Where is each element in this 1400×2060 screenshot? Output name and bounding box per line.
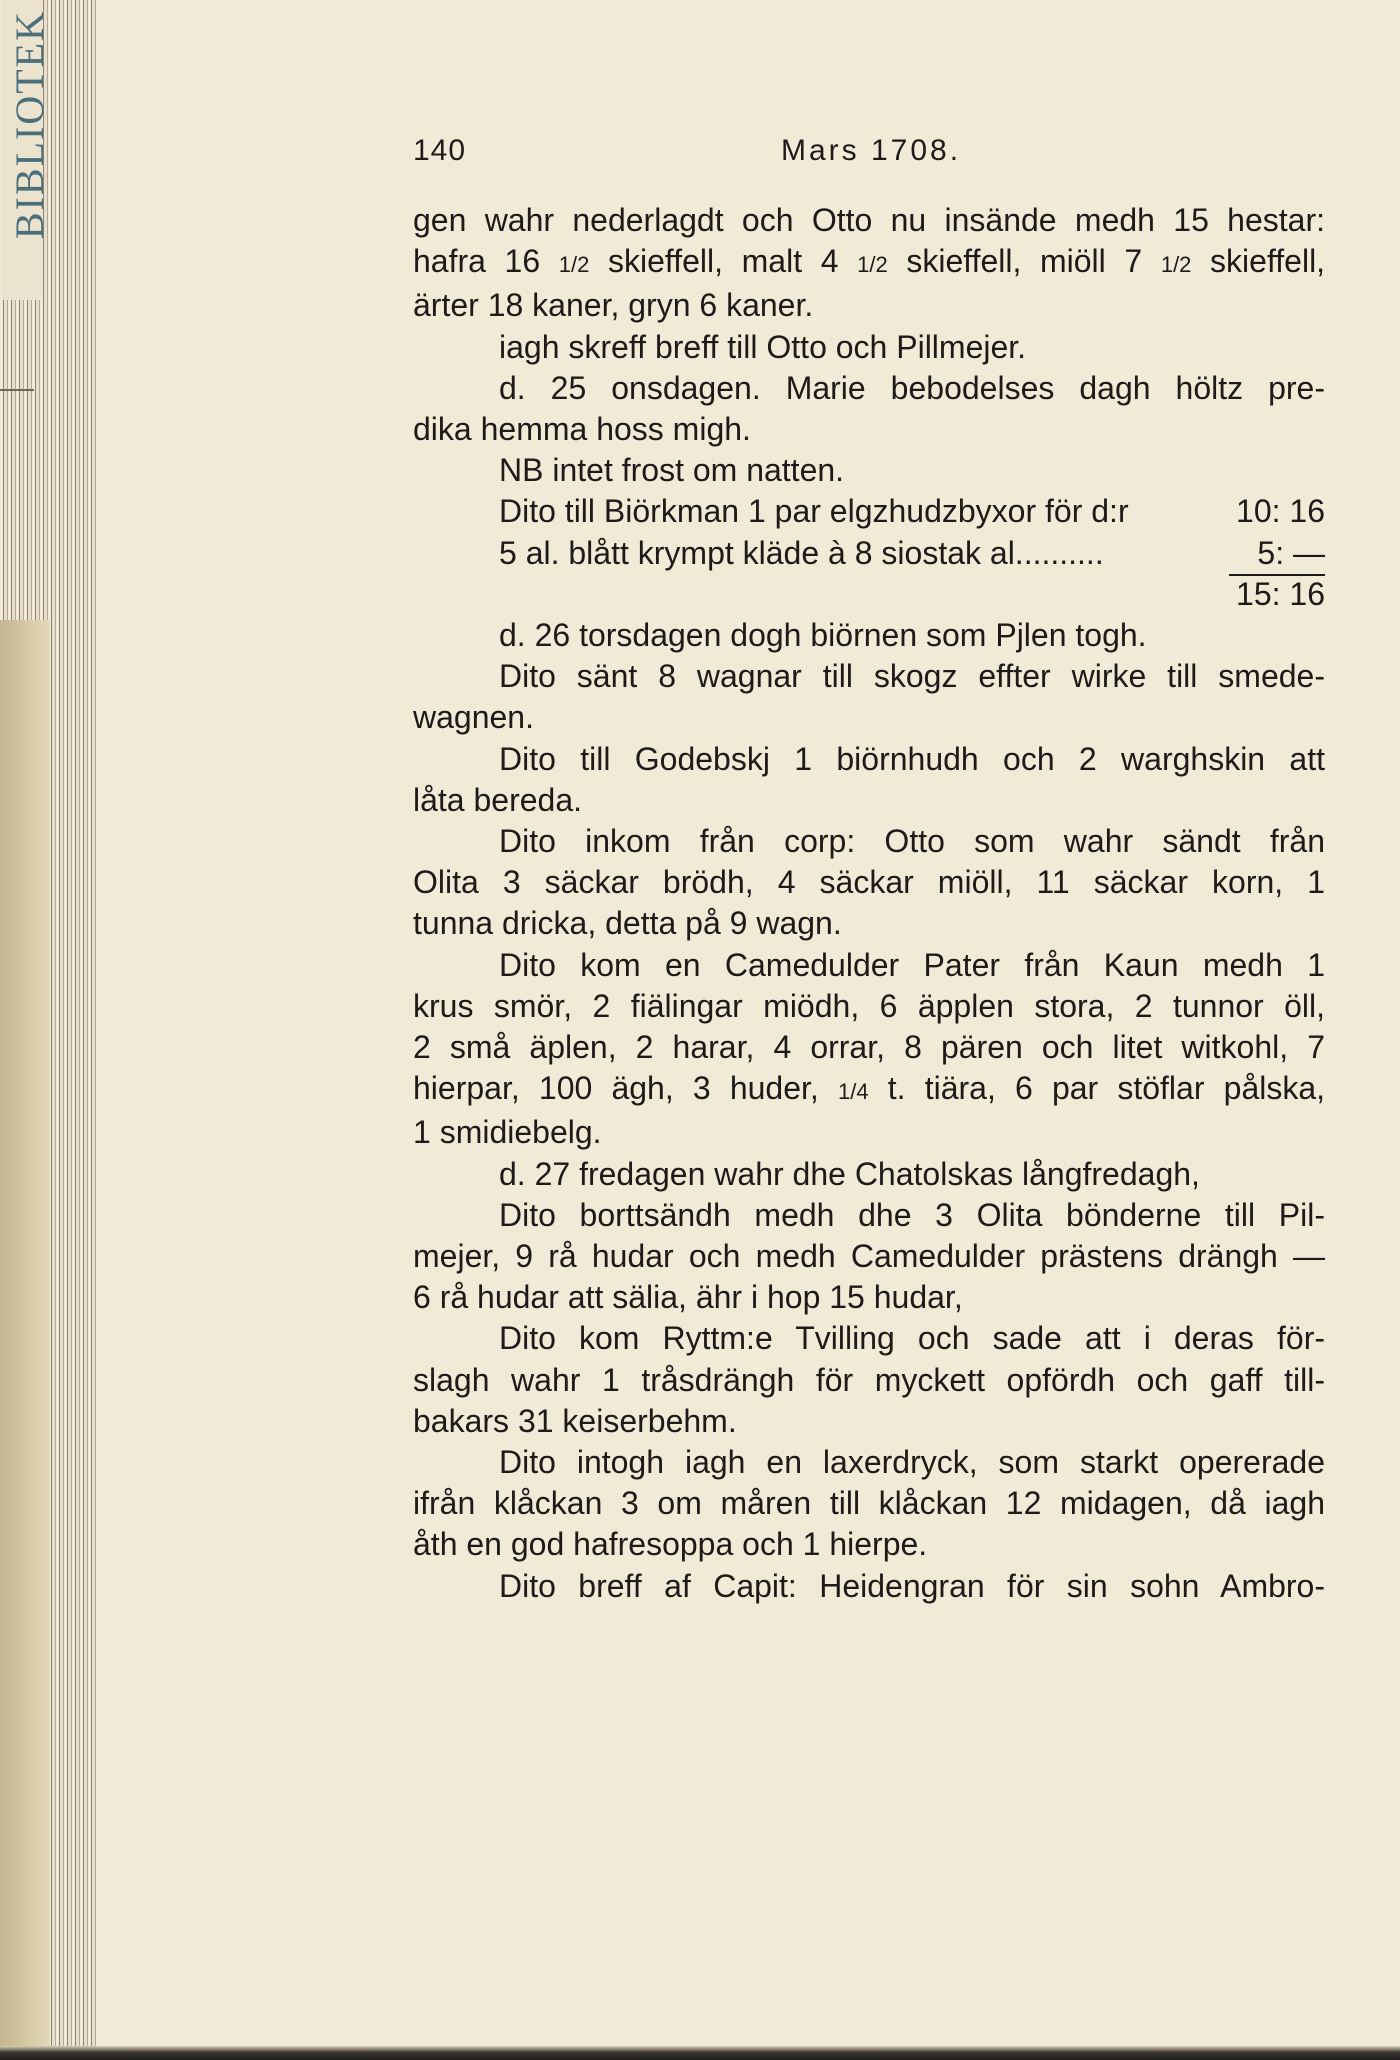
library-stamp: BIBLIOTEK xyxy=(2,0,42,300)
page-heading: Mars 1708. xyxy=(781,134,962,167)
paragraph xyxy=(413,368,1325,450)
text-line: ifrån klåckan 3 om måren till klåckan 12 midagen, då iagh xyxy=(413,1485,1325,1522)
text-line: bakars 31 keiserbehm. xyxy=(413,1402,737,1439)
text-line: Dito kom en Camedulder Pater från Kaun medh 1 xyxy=(499,946,1325,983)
paragraph: d. 27 fredagen wahr dhe Chatolskas långfredagh, xyxy=(499,1155,1200,1192)
paragraph: NB intet frost om natten. xyxy=(499,452,845,489)
text-line: wagnen. xyxy=(413,699,534,736)
text-line: 1 smidiebelg. xyxy=(413,1114,602,1151)
text-line: ärter 18 kaner, gryn 6 kaner. xyxy=(413,287,814,324)
text-line: 2 små äplen, 2 harar, 4 orrar, 8 pären och litet witkohl, 7 xyxy=(413,1029,1325,1066)
text-line: Olita 3 säckar brödh, 4 säckar miöll, 11 säckar korn, 1 xyxy=(413,864,1325,901)
text-line: Dito borttsändh medh dhe 3 Olita bönderne till Pil- xyxy=(499,1196,1325,1233)
paragraph xyxy=(413,1442,1325,1566)
spine-mark xyxy=(0,389,34,391)
text-line: krus smör, 2 fiälingar miödh, 6 äpplen stora, 2 tunnor öll, xyxy=(413,987,1325,1024)
fraction: 1/2 xyxy=(558,252,590,278)
account-label xyxy=(499,533,1229,574)
spine-shadow-band xyxy=(0,620,50,2060)
text-line xyxy=(413,1068,1325,1112)
paragraph xyxy=(413,200,1325,327)
page-number: 140 xyxy=(413,134,467,167)
page-bottom-edge xyxy=(0,2046,1400,2060)
fraction: 1/2 xyxy=(857,252,888,278)
paragraph: iagh skreff breff till Otto och Pillmejer. xyxy=(499,328,1027,365)
paragraph xyxy=(413,1195,1325,1319)
book-spine-edge xyxy=(0,0,97,2060)
fraction: 1/2 xyxy=(1160,252,1192,278)
text-line: mejer, 9 rå hudar och medh Camedulder prästens drängh — xyxy=(413,1238,1325,1275)
dot-leader: .......... xyxy=(1014,534,1104,571)
fraction: 1/4 xyxy=(837,1079,869,1105)
account-total: 15: 16 xyxy=(1236,575,1325,612)
account-row xyxy=(413,491,1325,532)
paragraph xyxy=(413,1566,1325,1607)
paragraph xyxy=(413,945,1325,1154)
text-span: hierpar, 100 ägh, 3 huder, xyxy=(413,1070,819,1107)
account-total-row xyxy=(413,574,1325,615)
text-line: slagh wahr 1 tråsdrängh för myckett opfördh och gaff till- xyxy=(413,1361,1325,1398)
text-span: hafra 16 xyxy=(413,243,541,280)
text-span: skieffell, miöll 7 xyxy=(906,243,1143,280)
account-row xyxy=(413,533,1325,574)
text-line: dika hemma hoss migh. xyxy=(413,411,751,448)
text-line: åth en god hafresoppa och 1 hierpe. xyxy=(413,1526,928,1563)
account-amount: 10: 16 xyxy=(1236,493,1325,530)
text-line xyxy=(413,241,1325,285)
body-text xyxy=(413,200,1325,1607)
text-span: skieffell, xyxy=(1210,243,1326,280)
paragraph xyxy=(413,656,1325,738)
text-line: Dito sänt 8 wagnar till skogz effter wirke till smede- xyxy=(499,658,1325,695)
text-span: t. tiära, 6 par stöflar pålska, xyxy=(887,1070,1326,1107)
text-line: låta bereda. xyxy=(413,781,583,818)
text-line: gen wahr nederlagdt och Otto nu insände medh 15 hestar: xyxy=(413,202,1325,238)
text-line: 6 rå hudar att sälia, ähr i hop 15 hudar, xyxy=(413,1279,963,1316)
running-header xyxy=(413,134,1325,178)
text-line: Dito intogh iagh en laxerdryck, som starkt opererade xyxy=(499,1444,1325,1481)
text-line: Dito breff af Capit: Heidengran för sin sohn Ambro- xyxy=(499,1567,1325,1604)
text-span: 5 al. blått krympt kläde à 8 siostak al xyxy=(499,534,1015,571)
account-label: Dito till Biörkman 1 par elgzhudzbyxor för d:r xyxy=(499,493,1129,530)
paragraph xyxy=(413,821,1325,945)
account-amount: 5: — xyxy=(1229,533,1325,576)
text-line: tunna dricka, detta på 9 wagn. xyxy=(413,905,842,942)
text-span: skieffell, malt 4 xyxy=(608,243,839,280)
text-line: d. 25 onsdagen. Marie bebodelses dagh höltz pre- xyxy=(499,369,1325,406)
paragraph xyxy=(413,1318,1325,1442)
text-line: Dito inkom från corp: Otto som wahr sändt från xyxy=(499,823,1325,859)
paragraph xyxy=(413,739,1325,821)
text-line: Dito kom Ryttm:e Tvilling och sade att i deras för- xyxy=(499,1320,1325,1357)
paragraph: d. 26 torsdagen dogh biörnen som Pjlen togh. xyxy=(499,616,1147,653)
text-line: Dito till Godebskj 1 biörnhudh och 2 warghskin att xyxy=(499,740,1325,777)
